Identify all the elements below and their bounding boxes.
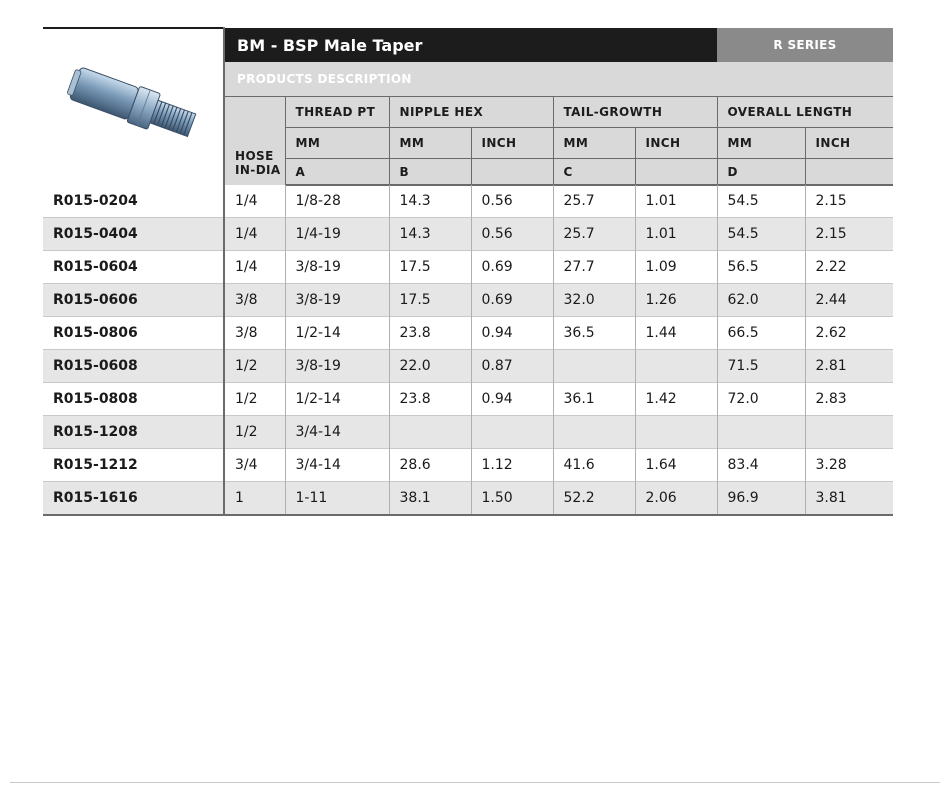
series-label: R SERIES (717, 28, 893, 62)
thread-pt: 1/2-14 (285, 383, 389, 416)
nipple-hex-mm: 14.3 (389, 185, 471, 218)
tail-growth-inch: 2.06 (635, 482, 717, 516)
thread-pt: 1-11 (285, 482, 389, 516)
overall-mm-header: MM (717, 128, 805, 159)
overall-length-inch: 2.81 (805, 350, 893, 383)
part-number: R015-0404 (43, 218, 224, 251)
part-number: R015-0606 (43, 284, 224, 317)
tail-growth-mm: 32.0 (553, 284, 635, 317)
hose-in-dia: 1 (224, 482, 285, 516)
thread-header: THREAD PT (285, 97, 389, 128)
ref-d-blank-header (805, 159, 893, 186)
hose-in-dia: 1/2 (224, 350, 285, 383)
tail-growth-mm: 36.1 (553, 383, 635, 416)
tail-growth-mm: 36.5 (553, 317, 635, 350)
tail-growth-inch: 1.09 (635, 251, 717, 284)
tail-growth-mm: 52.2 (553, 482, 635, 516)
tail-growth-mm: 25.7 (553, 218, 635, 251)
nipple-hex-inch: 1.50 (471, 482, 553, 516)
nipple-hex-header: NIPPLE HEX (389, 97, 553, 128)
nipple-hex-mm: 38.1 (389, 482, 471, 516)
overall-length-inch: 2.83 (805, 383, 893, 416)
tail-growth-inch: 1.26 (635, 284, 717, 317)
overall-length-inch: 2.62 (805, 317, 893, 350)
part-number: R015-1212 (43, 449, 224, 482)
part-number: R015-1208 (43, 416, 224, 449)
nipple-hex-mm: 17.5 (389, 251, 471, 284)
hose-in-dia: 3/4 (224, 449, 285, 482)
nipple-hex-inch (471, 416, 553, 449)
table-row (43, 449, 893, 482)
thread-pt: 3/4-14 (285, 416, 389, 449)
nipple-hex-mm: 22.0 (389, 350, 471, 383)
spec-sheet (43, 27, 893, 516)
overall-length-mm: 62.0 (717, 284, 805, 317)
overall-length-mm (717, 416, 805, 449)
table-row (43, 416, 893, 449)
nipple-hex-inch: 1.12 (471, 449, 553, 482)
nipple-hex-mm (389, 416, 471, 449)
table-row (43, 482, 893, 516)
nipple-hex-mm: 23.8 (389, 317, 471, 350)
table-row (43, 185, 893, 218)
overall-length-mm: 96.9 (717, 482, 805, 516)
thread-pt: 3/4-14 (285, 449, 389, 482)
thread-pt: 1/2-14 (285, 317, 389, 350)
hose-in-dia: 1/2 (224, 383, 285, 416)
overall-length-mm: 54.5 (717, 218, 805, 251)
tail-growth-header: TAIL-GROWTH (553, 97, 717, 128)
thread-pt: 3/8-19 (285, 350, 389, 383)
nipple-hex-inch: 0.56 (471, 185, 553, 218)
hose-in-dia: 1/2 (224, 416, 285, 449)
nipple-hex-inch: 0.69 (471, 284, 553, 317)
tail-growth-inch: 1.01 (635, 218, 717, 251)
ref-c-blank-header (635, 159, 717, 186)
overall-length-header: OVERALL LENGTH (717, 97, 893, 128)
bsp-male-taper-fitting-icon (53, 45, 213, 165)
ref-b-blank-header (471, 159, 553, 186)
nipple-hex-mm: 28.6 (389, 449, 471, 482)
tail-growth-mm: 27.7 (553, 251, 635, 284)
nipple-hex-inch: 0.69 (471, 251, 553, 284)
nipple-hex-inch: 0.94 (471, 317, 553, 350)
nipple-hex-inch: 0.94 (471, 383, 553, 416)
hose-in-dia-header: HOSE IN-DIA (224, 97, 285, 186)
overall-length-inch: 2.44 (805, 284, 893, 317)
overall-length-mm: 83.4 (717, 449, 805, 482)
ref-c-header: C (553, 159, 635, 186)
hose-in-dia: 1/4 (224, 218, 285, 251)
tail-growth-inch: 1.44 (635, 317, 717, 350)
overall-length-mm: 71.5 (717, 350, 805, 383)
part-number: R015-0204 (43, 185, 224, 218)
footer-divider (10, 782, 940, 783)
tail-growth-mm (553, 350, 635, 383)
overall-length-inch: 3.28 (805, 449, 893, 482)
thread-pt: 1/4-19 (285, 218, 389, 251)
overall-inch-header: INCH (805, 128, 893, 159)
overall-length-inch: 2.15 (805, 185, 893, 218)
table-row (43, 383, 893, 416)
ref-d-header: D (717, 159, 805, 186)
overall-length-inch: 2.22 (805, 251, 893, 284)
tail-mm-header: MM (553, 128, 635, 159)
part-number: R015-1616 (43, 482, 224, 516)
tail-growth-inch (635, 350, 717, 383)
table-row (43, 218, 893, 251)
nipple-hex-inch: 0.56 (471, 218, 553, 251)
thread-pt: 3/8-19 (285, 284, 389, 317)
product-title: BM - BSP Male Taper (224, 28, 717, 62)
hose-in-dia: 1/4 (224, 185, 285, 218)
nipple-hex-inch: 0.87 (471, 350, 553, 383)
tail-growth-inch (635, 416, 717, 449)
tail-inch-header: INCH (635, 128, 717, 159)
table-row (43, 317, 893, 350)
nipple-inch-header: INCH (471, 128, 553, 159)
table-row (43, 350, 893, 383)
overall-length-mm: 56.5 (717, 251, 805, 284)
table-row (43, 284, 893, 317)
part-number: R015-0808 (43, 383, 224, 416)
tail-growth-mm: 41.6 (553, 449, 635, 482)
hose-in-dia: 3/8 (224, 284, 285, 317)
tail-growth-inch: 1.42 (635, 383, 717, 416)
ref-b-header: B (389, 159, 471, 186)
tail-growth-mm (553, 416, 635, 449)
overall-length-inch: 2.15 (805, 218, 893, 251)
hose-in-dia: 1/4 (224, 251, 285, 284)
thread-pt: 1/8-28 (285, 185, 389, 218)
spec-table (43, 27, 893, 516)
nipple-hex-mm: 14.3 (389, 218, 471, 251)
tail-growth-inch: 1.01 (635, 185, 717, 218)
part-number: R015-0806 (43, 317, 224, 350)
overall-length-inch (805, 416, 893, 449)
nipple-hex-mm: 17.5 (389, 284, 471, 317)
hose-in-dia: 3/8 (224, 317, 285, 350)
part-number: R015-0604 (43, 251, 224, 284)
table-row (43, 251, 893, 284)
part-number: R015-0608 (43, 350, 224, 383)
thread-pt: 3/8-19 (285, 251, 389, 284)
tail-growth-mm: 25.7 (553, 185, 635, 218)
products-description-label: PRODUCTS DESCRIPTION (224, 62, 893, 97)
product-image-cell (43, 28, 224, 185)
overall-length-mm: 72.0 (717, 383, 805, 416)
overall-length-mm: 54.5 (717, 185, 805, 218)
nipple-hex-mm: 23.8 (389, 383, 471, 416)
ref-a-header: A (285, 159, 389, 186)
nipple-mm-header: MM (389, 128, 471, 159)
tail-growth-inch: 1.64 (635, 449, 717, 482)
overall-length-inch: 3.81 (805, 482, 893, 516)
thread-mm-header: MM (285, 128, 389, 159)
overall-length-mm: 66.5 (717, 317, 805, 350)
